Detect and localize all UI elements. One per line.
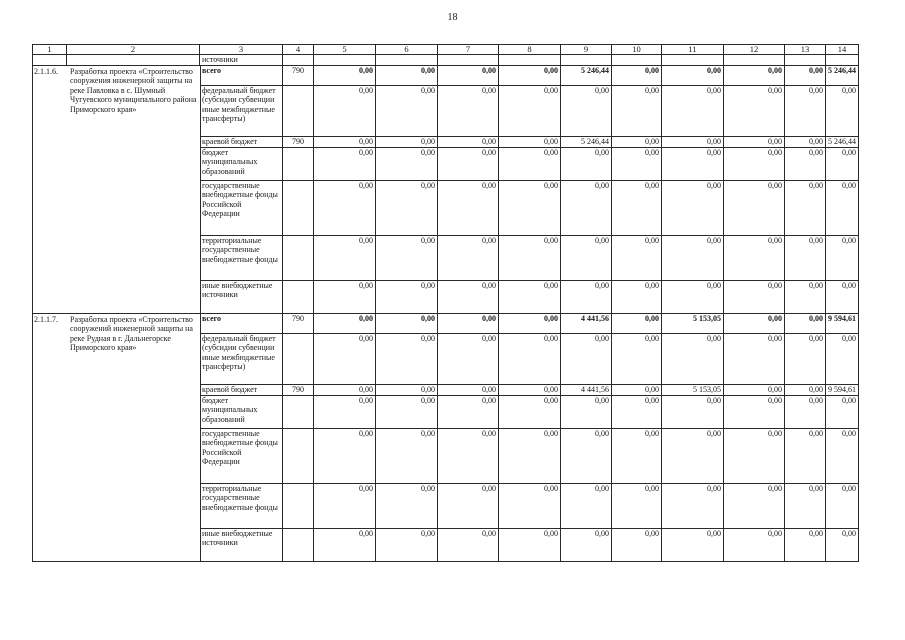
- amount-cell: 0,00: [314, 236, 376, 281]
- carryover-cell: [314, 55, 376, 66]
- amount-cell: 0,00: [724, 334, 785, 385]
- kbk-cell: [283, 236, 314, 281]
- amount-cell: 0,00: [826, 281, 859, 314]
- amount-cell: 0,00: [438, 181, 499, 236]
- amount-cell: 0,00: [612, 484, 662, 529]
- item-name-cell: Разработка проекта «Строительство сооружений инженерной защиты на реке Рудная в г. Дальнегорске Приморского края»: [67, 314, 201, 562]
- amount-cell: 0,00: [826, 148, 859, 181]
- amount-cell: 0,00: [662, 137, 724, 148]
- amount-cell: 0,00: [314, 396, 376, 429]
- amount-cell: 0,00: [561, 484, 612, 529]
- carryover-cell: [32, 55, 67, 66]
- amount-cell: 5 153,05: [662, 385, 724, 396]
- amount-cell: 0,00: [724, 66, 785, 86]
- amount-cell: 0,00: [376, 281, 438, 314]
- amount-cell: 0,00: [314, 314, 376, 334]
- amount-cell: 0,00: [724, 281, 785, 314]
- kbk-cell: [283, 86, 314, 137]
- carryover-cell: [561, 55, 612, 66]
- amount-cell: 0,00: [785, 484, 826, 529]
- amount-cell: 0,00: [499, 484, 561, 529]
- amount-cell: 0,00: [785, 334, 826, 385]
- header-cell: 9: [561, 44, 612, 55]
- carryover-cell: [724, 55, 785, 66]
- amount-cell: 0,00: [376, 236, 438, 281]
- amount-cell: 0,00: [612, 281, 662, 314]
- amount-cell: 0,00: [612, 66, 662, 86]
- amount-cell: 0,00: [499, 529, 561, 562]
- carryover-cell: [826, 55, 859, 66]
- funding-source-cell: бюджет муниципальных образований: [200, 148, 283, 181]
- carryover-cell: [67, 55, 200, 66]
- kbk-cell: [283, 181, 314, 236]
- amount-cell: 0,00: [826, 334, 859, 385]
- amount-cell: 0,00: [662, 181, 724, 236]
- funding-source-cell: федеральный бюджет (субсидии субвенции иные межбюджетные трансферты): [200, 334, 283, 385]
- amount-cell: 0,00: [438, 334, 499, 385]
- page-number: 18: [447, 12, 458, 23]
- amount-cell: 0,00: [438, 429, 499, 484]
- amount-cell: 0,00: [376, 137, 438, 148]
- amount-cell: 0,00: [785, 429, 826, 484]
- amount-cell: 0,00: [499, 137, 561, 148]
- header-cell: 7: [438, 44, 499, 55]
- amount-cell: 0,00: [314, 334, 376, 385]
- amount-cell: 0,00: [785, 181, 826, 236]
- funding-source-cell: краевой бюджет: [200, 137, 283, 148]
- header-cell: 13: [785, 44, 826, 55]
- amount-cell: 5 153,05: [662, 314, 724, 334]
- funding-source-cell: краевой бюджет: [200, 385, 283, 396]
- amount-cell: 0,00: [724, 314, 785, 334]
- header-cell: 6: [376, 44, 438, 55]
- carryover-cell: [662, 55, 724, 66]
- amount-cell: 0,00: [314, 148, 376, 181]
- amount-cell: 0,00: [438, 86, 499, 137]
- amount-cell: 0,00: [376, 484, 438, 529]
- amount-cell: 0,00: [561, 148, 612, 181]
- amount-cell: 4 441,56: [561, 385, 612, 396]
- amount-cell: 0,00: [438, 281, 499, 314]
- amount-cell: 0,00: [785, 314, 826, 334]
- funding-source-cell: всего: [200, 314, 283, 334]
- amount-cell: 0,00: [376, 148, 438, 181]
- kbk-cell: 790: [283, 385, 314, 396]
- kbk-cell: [283, 281, 314, 314]
- amount-cell: 0,00: [438, 385, 499, 396]
- amount-cell: 0,00: [376, 181, 438, 236]
- amount-cell: 0,00: [785, 529, 826, 562]
- amount-cell: 0,00: [662, 236, 724, 281]
- amount-cell: 0,00: [499, 385, 561, 396]
- amount-cell: 0,00: [785, 396, 826, 429]
- amount-cell: 0,00: [561, 281, 612, 314]
- funding-source-cell: территориальные государственные внебюджетные фонды: [200, 236, 283, 281]
- carryover-cell: [283, 55, 314, 66]
- amount-cell: 0,00: [438, 314, 499, 334]
- amount-cell: 0,00: [724, 236, 785, 281]
- carryover-cell: [612, 55, 662, 66]
- amount-cell: 0,00: [561, 181, 612, 236]
- header-cell: 8: [499, 44, 561, 55]
- amount-cell: 0,00: [314, 181, 376, 236]
- amount-cell: 0,00: [724, 429, 785, 484]
- item-name-cell: Разработка проекта «Строительство сооружения инженерной защиты на реке Павловка в с. Шумный Чугуевского муниципального района Приморского края»: [67, 66, 201, 314]
- amount-cell: 0,00: [314, 281, 376, 314]
- amount-cell: 0,00: [376, 66, 438, 86]
- kbk-cell: [283, 334, 314, 385]
- kbk-cell: [283, 148, 314, 181]
- amount-cell: 0,00: [724, 484, 785, 529]
- header-cell: 14: [826, 44, 859, 55]
- amount-cell: 0,00: [438, 236, 499, 281]
- kbk-cell: 790: [283, 314, 314, 334]
- amount-cell: 9 594,61: [826, 314, 859, 334]
- amount-cell: 0,00: [612, 529, 662, 562]
- amount-cell: 0,00: [612, 181, 662, 236]
- amount-cell: 0,00: [826, 529, 859, 562]
- header-cell: 3: [200, 44, 283, 55]
- amount-cell: 0,00: [376, 314, 438, 334]
- amount-cell: 0,00: [438, 396, 499, 429]
- amount-cell: 0,00: [561, 334, 612, 385]
- amount-cell: 0,00: [499, 314, 561, 334]
- amount-cell: 0,00: [662, 66, 724, 86]
- amount-cell: 0,00: [438, 137, 499, 148]
- amount-cell: 0,00: [724, 385, 785, 396]
- amount-cell: 0,00: [376, 385, 438, 396]
- header-cell: 10: [612, 44, 662, 55]
- carryover-cell: [438, 55, 499, 66]
- amount-cell: 0,00: [438, 529, 499, 562]
- carryover-row: [32, 55, 859, 66]
- amount-cell: 0,00: [662, 396, 724, 429]
- amount-cell: 0,00: [499, 236, 561, 281]
- amount-cell: 0,00: [438, 484, 499, 529]
- amount-cell: 0,00: [785, 86, 826, 137]
- amount-cell: 5 246,44: [826, 66, 859, 86]
- amount-cell: 0,00: [612, 385, 662, 396]
- carryover-cell: источники: [200, 55, 283, 66]
- amount-cell: 0,00: [785, 385, 826, 396]
- header-cell: 5: [314, 44, 376, 55]
- amount-cell: 4 441,56: [561, 314, 612, 334]
- funding-source-cell: государственные внебюджетные фонды Российской Федерации: [200, 429, 283, 484]
- amount-cell: 0,00: [826, 484, 859, 529]
- amount-cell: 0,00: [314, 137, 376, 148]
- funding-source-cell: иные внебюджетные источники: [200, 281, 283, 314]
- kbk-cell: 790: [283, 137, 314, 148]
- amount-cell: 0,00: [662, 281, 724, 314]
- kbk-cell: 790: [283, 66, 314, 86]
- amount-cell: 0,00: [826, 86, 859, 137]
- amount-cell: 0,00: [561, 236, 612, 281]
- amount-cell: 0,00: [376, 429, 438, 484]
- amount-cell: 0,00: [785, 137, 826, 148]
- amount-cell: 0,00: [785, 236, 826, 281]
- amount-cell: 0,00: [662, 148, 724, 181]
- amount-cell: 0,00: [376, 86, 438, 137]
- amount-cell: 0,00: [438, 148, 499, 181]
- kbk-cell: [283, 484, 314, 529]
- amount-cell: 0,00: [662, 529, 724, 562]
- amount-cell: 0,00: [724, 86, 785, 137]
- amount-cell: 0,00: [612, 429, 662, 484]
- amount-cell: 0,00: [561, 86, 612, 137]
- amount-cell: 0,00: [785, 148, 826, 181]
- amount-cell: 0,00: [826, 396, 859, 429]
- amount-cell: 0,00: [662, 86, 724, 137]
- amount-cell: 0,00: [724, 137, 785, 148]
- amount-cell: 0,00: [438, 66, 499, 86]
- amount-cell: 0,00: [724, 148, 785, 181]
- amount-cell: 0,00: [314, 385, 376, 396]
- amount-cell: 0,00: [724, 181, 785, 236]
- item-code-cell: 2.1.1.7.: [32, 314, 68, 562]
- amount-cell: 5 246,44: [561, 66, 612, 86]
- amount-cell: 0,00: [376, 396, 438, 429]
- kbk-cell: [283, 529, 314, 562]
- carryover-cell: [785, 55, 826, 66]
- amount-cell: 0,00: [499, 281, 561, 314]
- amount-cell: 0,00: [662, 484, 724, 529]
- amount-cell: 0,00: [376, 334, 438, 385]
- amount-cell: 0,00: [662, 429, 724, 484]
- funding-source-cell: федеральный бюджет (субсидии субвенции иные межбюджетные трансферты): [200, 86, 283, 137]
- amount-cell: 0,00: [561, 529, 612, 562]
- kbk-cell: [283, 429, 314, 484]
- amount-cell: 5 246,44: [826, 137, 859, 148]
- amount-cell: 0,00: [785, 281, 826, 314]
- amount-cell: 0,00: [314, 529, 376, 562]
- amount-cell: 0,00: [724, 396, 785, 429]
- header-cell: 11: [662, 44, 724, 55]
- amount-cell: 0,00: [314, 484, 376, 529]
- amount-cell: 0,00: [826, 429, 859, 484]
- header-cell: 1: [32, 44, 67, 55]
- amount-cell: 0,00: [499, 66, 561, 86]
- amount-cell: 0,00: [612, 396, 662, 429]
- amount-cell: 0,00: [499, 429, 561, 484]
- amount-cell: 0,00: [561, 396, 612, 429]
- funding-source-cell: иные внебюджетные источники: [200, 529, 283, 562]
- amount-cell: 5 246,44: [561, 137, 612, 148]
- amount-cell: 9 594,61: [826, 385, 859, 396]
- amount-cell: 0,00: [314, 86, 376, 137]
- amount-cell: 0,00: [499, 148, 561, 181]
- amount-cell: 0,00: [499, 334, 561, 385]
- amount-cell: 0,00: [724, 529, 785, 562]
- amount-cell: 0,00: [662, 334, 724, 385]
- amount-cell: 0,00: [612, 236, 662, 281]
- carryover-cell: [499, 55, 561, 66]
- amount-cell: 0,00: [785, 66, 826, 86]
- amount-cell: 0,00: [314, 66, 376, 86]
- funding-source-cell: территориальные государственные внебюджетные фонды: [200, 484, 283, 529]
- header-cell: 4: [283, 44, 314, 55]
- budget-table: [32, 44, 859, 574]
- amount-cell: 0,00: [499, 86, 561, 137]
- amount-cell: 0,00: [612, 334, 662, 385]
- amount-cell: 0,00: [499, 396, 561, 429]
- header-cell: 2: [67, 44, 200, 55]
- amount-cell: 0,00: [612, 137, 662, 148]
- item-code-cell: 2.1.1.6.: [32, 66, 68, 314]
- amount-cell: 0,00: [376, 529, 438, 562]
- amount-cell: 0,00: [612, 86, 662, 137]
- table-header-row: [32, 44, 859, 55]
- amount-cell: 0,00: [314, 429, 376, 484]
- amount-cell: 0,00: [826, 236, 859, 281]
- carryover-cell: [376, 55, 438, 66]
- kbk-cell: [283, 396, 314, 429]
- header-cell: 12: [724, 44, 785, 55]
- funding-source-cell: бюджет муниципальных образований: [200, 396, 283, 429]
- funding-source-cell: всего: [200, 66, 283, 86]
- amount-cell: 0,00: [561, 429, 612, 484]
- amount-cell: 0,00: [499, 181, 561, 236]
- amount-cell: 0,00: [612, 314, 662, 334]
- amount-cell: 0,00: [826, 181, 859, 236]
- amount-cell: 0,00: [612, 148, 662, 181]
- funding-source-cell: государственные внебюджетные фонды Российской Федерации: [200, 181, 283, 236]
